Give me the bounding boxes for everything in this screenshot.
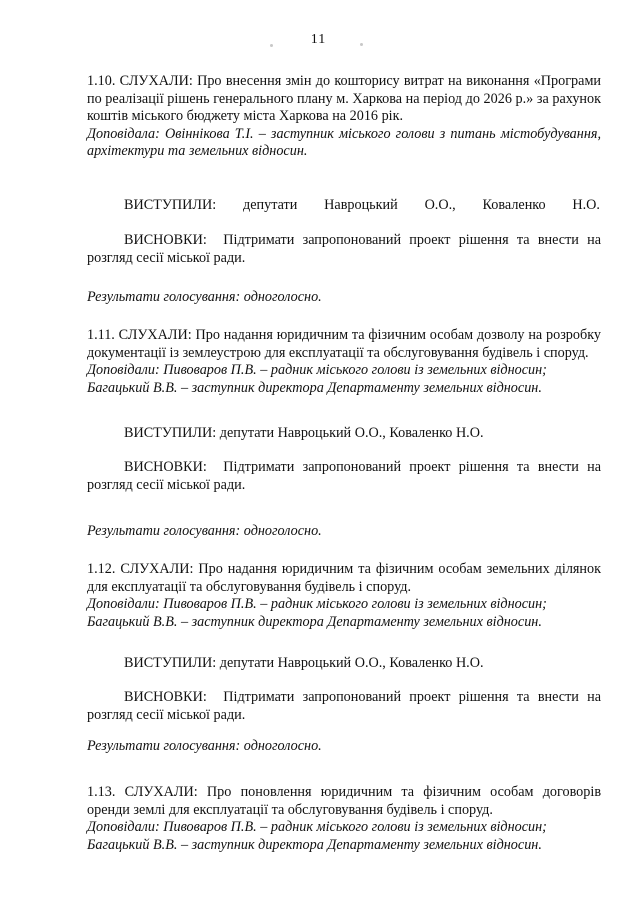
conclusions-text-2: розгляд сесії міської ради. bbox=[87, 706, 246, 723]
speakers-label: ВИСТУПИЛИ: bbox=[124, 197, 217, 213]
section-1-11-heard bbox=[87, 327, 601, 397]
section-1-10-heard bbox=[87, 73, 601, 161]
conclusions-text-1: Підтримати запропонований проект рішення та внести на bbox=[223, 459, 601, 475]
result-value: одноголосно. bbox=[243, 289, 322, 305]
reporter-line: Багацький В.В. – заступник директора Департаменту земельних відносин. bbox=[87, 836, 542, 853]
section-1-12-heard bbox=[87, 561, 601, 631]
section-1-10-speakers bbox=[124, 197, 600, 215]
result-label: Результати голосування: bbox=[87, 289, 241, 305]
heard-label: 1.11. СЛУХАЛИ: bbox=[87, 327, 192, 343]
section-1-12-speakers bbox=[124, 655, 600, 673]
reporters-label: Доповідали: bbox=[87, 819, 160, 836]
heard-label: 1.13. СЛУХАЛИ: bbox=[87, 784, 198, 800]
reporter-line: Багацький В.В. – заступник директора Департаменту земельних відносин. bbox=[87, 379, 542, 396]
section-1-11-result bbox=[87, 523, 322, 541]
reporters-label: Доповідали: bbox=[87, 596, 160, 613]
section-1-11-conclusions bbox=[87, 459, 601, 494]
reporters-label: Доповідала: bbox=[87, 125, 160, 142]
section-1-11-speakers bbox=[124, 425, 600, 443]
reporters-block bbox=[87, 819, 601, 837]
speakers-word: Н.О. bbox=[572, 197, 600, 213]
speakers-label: ВИСТУПИЛИ: bbox=[124, 425, 217, 441]
heard-label: 1.10. СЛУХАЛИ: bbox=[87, 73, 193, 89]
reporters-block bbox=[87, 596, 601, 614]
conclusions-label: ВИСНОВКИ: bbox=[124, 689, 207, 705]
conclusions-text-2: розгляд сесії міської ради. bbox=[87, 249, 246, 266]
heard-text: Про внесення змін до кошторису витрат на виконання «Програми по реалізації рішень генерального плану м. Харкова на період до 2026 р.» за рахунок коштів міського бюджету міста Харкова на 2016 рік. bbox=[87, 73, 602, 125]
reporter-line: Пивоваров П.В. – радник міського голови із земельних відносин; bbox=[163, 596, 547, 613]
section-1-10-result bbox=[87, 289, 322, 307]
heard-text: Про надання юридичним та фізичним особам земельних ділянок для експлуатації та обслуговування будівель і споруд. bbox=[87, 561, 602, 595]
result-value: одноголосно. bbox=[243, 523, 322, 539]
conclusions-label: ВИСНОВКИ: bbox=[124, 459, 207, 475]
section-1-10-conclusions bbox=[87, 232, 601, 267]
speakers-label: ВИСТУПИЛИ: bbox=[124, 655, 217, 671]
conclusions-label: ВИСНОВКИ: bbox=[124, 232, 207, 248]
reporter-line: Овіннікова Т.І. – заступник міського голови з питань містобудування, архітектури та земельних відносин. bbox=[87, 125, 601, 160]
speakers-text: депутати Навроцький О.О., Коваленко Н.О. bbox=[219, 655, 484, 671]
section-1-12-conclusions bbox=[87, 689, 601, 724]
conclusions-text-1: Підтримати запропонований проект рішення та внести на bbox=[223, 232, 601, 248]
page-number: 11 bbox=[310, 32, 327, 47]
heard-label: 1.12. СЛУХАЛИ: bbox=[87, 561, 194, 577]
reporter-line: Багацький В.В. – заступник директора Департаменту земельних відносин. bbox=[87, 613, 542, 630]
reporters-block bbox=[87, 126, 601, 161]
heard-text: Про надання юридичним та фізичним особам дозволу на розробку документації із землеустрою для експлуатації та обслуговування будівель і споруд. bbox=[87, 327, 601, 361]
section-1-13-heard bbox=[87, 784, 601, 854]
speakers-text: депутати Навроцький О.О., Коваленко Н.О. bbox=[219, 425, 484, 441]
result-label: Результати голосування: bbox=[87, 523, 241, 539]
speakers-word: депутати bbox=[243, 197, 298, 213]
result-value: одноголосно. bbox=[243, 738, 322, 754]
scan-speck bbox=[360, 43, 363, 46]
reporter-line: Пивоваров П.В. – радник міського голови із земельних відносин; bbox=[163, 362, 547, 379]
speakers-word: О.О., bbox=[424, 197, 456, 213]
reporters-label: Доповідали: bbox=[87, 362, 160, 379]
reporters-block bbox=[87, 362, 601, 380]
result-label: Результати голосування: bbox=[87, 738, 241, 754]
speakers-word: Коваленко bbox=[482, 197, 546, 213]
section-1-12-result bbox=[87, 738, 322, 756]
conclusions-text-1: Підтримати запропонований проект рішення та внести на bbox=[223, 689, 601, 705]
conclusions-text-2: розгляд сесії міської ради. bbox=[87, 476, 246, 493]
speakers-word: Навроцький bbox=[324, 197, 398, 213]
heard-text: Про поновлення юридичним та фізичним особам договорів оренди землі для експлуатації та обслуговування будівель і споруд. bbox=[87, 784, 602, 818]
reporter-line: Пивоваров П.В. – радник міського голови із земельних відносин; bbox=[163, 819, 547, 836]
scan-speck bbox=[270, 44, 273, 47]
